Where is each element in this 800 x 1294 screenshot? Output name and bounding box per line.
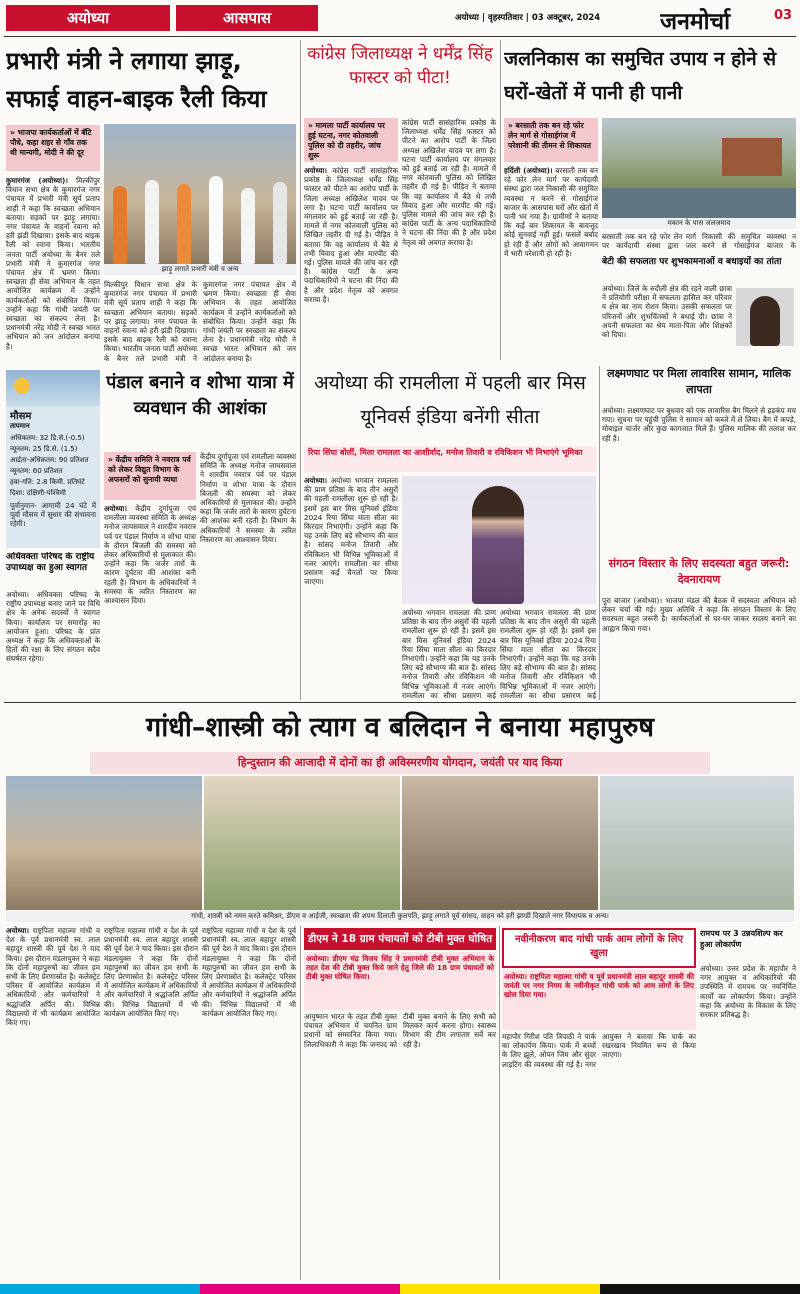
story9-body-continued: राष्ट्रपिता महात्मा गांधी व देश के पूर्व प्रधानमंत्री स्व. लाल बहादुर शास्त्री की पूर्व देश ने याद किया। इस दौरान मंडलायुक्त ने कहा कि दोनों महापुरुषों का जीवन हम सभी के लिए प्रेरणास्रोत है। कलेक्ट्रेट परिसर में आयोजित कार्यक्रम में अधिकारियों और कर्मचारियों ने श्रद्धांजलि अर्पित की। विभिन्न विद्यालयों में भी कार्यक्रम आयोजित किए गए।	[104, 926, 198, 1018]
story10-body-text: आयुष्मान भारत के तहत टीबी मुक्त पंचायत अभियान में चयनित ग्राम प्रधानों को सम्मानित किया गया। जिलाधिकारी ने कहा कि जनपद को टीबी मुक्त बनाने के लिए सभी को मिलकर कार्य करना होगा। स्वास्थ्य विभाग की टीम लगातार सर्वे कर रही है।	[304, 1012, 496, 1049]
story3-kicker: » केंद्रीय समिति ने नवरात्र पर्व को लेकर विद्युत विभाग के अफसरों को सुनायी व्यथा	[104, 452, 196, 500]
header-rule	[4, 36, 796, 37]
story9-dateline: अयोध्या।	[6, 926, 29, 935]
section-rule	[4, 702, 796, 703]
story9-headline: गांधी–शास्त्री को त्याग व बलिदान ने बनाया महापुरुष	[146, 712, 654, 743]
collage-photo	[600, 776, 794, 910]
story2-body: कांग्रेस पार्टी सासंहारिक प्रकोष्ठ के जिलाध्यक्ष धर्मेंद्र सिंह फास्टर को पीटने का आरोप पार्टी के जिला अध्यक्ष अखिलेश यादव पर लगा है। घटना पार्टी कार्यालय पर मंगलवार को हुई बताई जा रही है। मामले में नगर कोतवाली पुलिस को लिखित तहरीर दी गई है। पीड़ित ने बताया कि वह कार्यालय में बैठे थे तभी विवाद हुआ और मारपीट की गई। पुलिस मामले की जांच कर रही है। कांग्रेस पार्टी के अन्य पदाधिकारियों ने घटना की निंदा की है और प्रदेश नेतृत्व को अवगत कराया है।	[304, 166, 398, 304]
page-header	[0, 0, 800, 34]
story2-dateline: अयोध्या।	[304, 166, 327, 175]
story6-headline: लक्ष्मणघाट पर मिला लावारिस सामान, मालिक लापता	[607, 367, 791, 396]
registration-bar	[0, 1284, 800, 1294]
story7-headline: संगठन विस्तार के लिए सदस्यता बहुत जरूरी: देवनारायण	[608, 557, 790, 586]
story4-photo	[602, 118, 796, 218]
story3-headline: पंडाल बनाने व शोभा यात्रा में व्यवधान की आशंका	[106, 372, 294, 419]
story1-body-continued: मिल्कीपुर विधान सभा क्षेत्र के कुमारगंज नगर पंचायत में प्रभारी मंत्री सूर्य प्रताप शाही ने कहा कि स्वच्छता अभियान बताया। सड़कों पर झाड़ू लगाया। नगर पंचायत के वाहनों रवाना को हरी झंडी दिखाया। इसके बाद बाइक रैली को रवाना किया। भारतीय जनता पार्टी अयोध्या के बैनर तले प्रभारी मंत्री ने कुमारगंज नगर पंचायत क्षेत्र में भ्रमण किया। स्वच्छता ही सेवा अभियान के तहत आयोजित कार्यक्रम में उन्होंने कार्यकर्ताओं को संबोधित किया। उन्होंने कहा कि गांधी जयंती पर स्वच्छता का संकल्प लेना है। प्रधानमंत्री नरेंद्र मोदी ने स्वच्छ भारत अभियान को जन आंदोलन बनाया है।	[104, 280, 296, 363]
story1-kicker: » भाजपा कार्यकर्ताओं में बॅटि पौधे, कहा शहर से गाँव तक थी मान्यगी, मोदी ने की दूर	[6, 125, 100, 171]
person-figure	[209, 176, 223, 264]
story9-subhead: हिन्दुस्तान की आजादी में दोनों का ही अविस्मरणीय योगदान, जयंती पर याद किया	[90, 752, 710, 774]
story9-photo-collage	[6, 776, 794, 910]
person-figure	[177, 184, 191, 264]
story2-body-col2	[402, 118, 496, 361]
story9-body-continued: राष्ट्रपिता महात्मा गांधी व देश के पूर्व प्रधानमंत्री स्व. लाल बहादुर शास्त्री की पूर्व देश ने याद किया। इस दौरान मंडलायुक्त ने कहा कि दोनों महापुरुषों का जीवन हम सभी के लिए प्रेरणास्रोत है। कलेक्ट्रेट परिसर में आयोजित कार्यक्रम में अधिकारियों और कर्मचारियों ने श्रद्धांजलि अर्पित की। विभिन्न विद्यालयों में भी कार्यक्रम आयोजित किए गए।	[202, 926, 296, 1018]
story2-body-col1	[304, 166, 398, 361]
story8-body-col1	[304, 476, 398, 700]
story8-body-col2	[402, 608, 496, 700]
color-swatch	[400, 1284, 600, 1294]
story8-body-col3	[500, 608, 596, 700]
story4-body: बरसाती तक बन रहे फोर लेन मार्ग पर कार्यदायी संस्था द्वारा जल निकासी की समुचित व्यवस्था न करने से गोसाईगंज बाजार के आसपास घरों और खेतों में पानी भर गया है। ग्रामीणों ने बताया कि कई बार शिकायत के बावजूद कोई सुनवाई नहीं हुई। फसलें बर्बाद हो रही हैं और लोगों को आवागमन में भारी परेशानी हो रही है।	[504, 166, 598, 258]
story4-dateline: हर्दिली (अयोध्या)।	[504, 166, 553, 175]
color-swatch	[200, 1284, 400, 1294]
water-shape	[602, 188, 796, 218]
page-number: 03	[774, 8, 793, 23]
story3-body-continued: केंद्रीय दुर्गापूजा एवं रामलीला व्यवस्था समिति के अध्यक्ष मनोज जायसवाल ने शारदीय नवरात्र पर्व पर पंडाल निर्माण व शोभा यात्रा के दौरान बिजली की समस्या को लेकर अधिकारियों से मुलाकात की। उन्होंने कहा कि जर्जर तारों के कारण दुर्घटना की आशंका बनी रहती है। विभाग के अधिकारियों ने समस्या के त्वरित निस्तारण का आश्वासन दिया।	[200, 452, 296, 544]
small-story-headline: अधिवक्ता परिषद के राष्ट्रीय उपाध्यक्ष का हुआ स्वागत	[6, 552, 95, 573]
person-figure	[241, 188, 255, 264]
person-figure	[113, 186, 127, 264]
story8-body-continued: अयोध्या भगवान रामलला की प्राण प्रतिष्ठा के बाद तीन असुरों की पहली रामलीला शुरू हो रही है। इसमें इस बार मिस यूनिवर्स इंडिया 2024 रिया सिंघा माता सीता का किरदार निभाएंगी। उन्होंने कहा कि यह उनके लिए बड़े सौभाग्य की बात है। सांसद मनोज तिवारी और रविकिशन भी विभिन्न भूमिकाओं में नजर आएंगे। रामलीला का सीधा प्रसारण कई	[500, 608, 596, 700]
story4-caption: मकान के पास जलजमाव	[602, 218, 796, 229]
header-dateline: अयोध्या | वृहस्पतिवार | 03 अक्टूबर, 2024	[455, 13, 601, 23]
story9-caption: गांधी, शास्त्री को नमन करते कमिश्नर, डीएम व आईजी, स्वच्छता की शपथ दिलाती कुलपति, झाड़ू लगाते पूर्व सांसद, वाहन को हरी झण्डी दिखाते नगर विधायक व अन्य।	[6, 911, 794, 922]
story3-body-col2	[200, 452, 296, 700]
story10-intro: अयोध्या। डीएम चंद्र विजय सिंह ने प्रधानमंत्री टीबी मुक्त अभियान के तहत देश की टीबी मुक्त किये जाने हेतु जिले की 18 ग्राम पंचायतों को टीबी मुक्त घोषित किया।	[304, 952, 496, 1010]
weather-line: अधिकतम: 32 डि.से.(-0.5)	[10, 434, 85, 442]
color-swatch	[0, 1284, 200, 1294]
story9-body-col2	[104, 926, 198, 1280]
story1-headline: प्रभारी मंत्री ने लगाया झाड़ू, सफाई वाहन-बाइक रैली किया	[6, 47, 267, 113]
story3-dateline: अयोध्या।	[104, 504, 127, 513]
weather-icon	[6, 370, 100, 406]
story2-headline: कांग्रेस जिलाध्यक्ष ने धर्मेंद्र सिंह फास्टर को पीटा!	[307, 44, 493, 88]
section-tab[interactable]: अयोध्या	[6, 5, 170, 31]
color-swatch	[600, 1284, 800, 1294]
story9-body: राष्ट्रपिता महात्मा गांधी व देश के पूर्व प्रधानमंत्री स्व. लाल बहादुर शास्त्री की पूर्व देश ने याद किया। इस दौरान मंडलायुक्त ने कहा कि दोनों महापुरुषों का जीवन हम सभी के लिए प्रेरणास्रोत है। कलेक्ट्रेट परिसर में आयोजित कार्यक्रम में अधिकारियों और कर्मचारियों ने श्रद्धांजलि अर्पित की। विभिन्न विद्यालयों में भी कार्यक्रम आयोजित किए गए।	[6, 926, 100, 1028]
story3-body-col1	[104, 504, 196, 700]
collage-photo	[402, 776, 598, 910]
weather-line: न्यूनतम: 60 प्रतिशत	[10, 467, 63, 475]
story1-dateline: कुमारगंज (अयोध्या)।	[6, 176, 68, 185]
collage-photo	[204, 776, 400, 910]
column-rule	[500, 40, 501, 360]
column-rule	[499, 926, 500, 1280]
story10-body	[304, 1012, 496, 1280]
story8-kicker: रिया सिंघा बोलीं, मिला रामलला का आशीर्वाद, मनोज तिवारी व रविकिशन भी निभाएंगे भूमिका	[304, 446, 596, 472]
story9-body-col3	[202, 926, 296, 1280]
weather-note: पूर्वानुमान- आगामी 24 घंटे में पूर्वा मौसम में सुधार की संभावना रहेगी।	[10, 501, 96, 529]
story1-photo	[104, 124, 296, 264]
sun-icon	[14, 378, 30, 394]
story1-body-col2	[104, 280, 296, 364]
story4-body-continued: बरसाती तक बन रहे फोर लेन मार्ग पर कार्यदायी संस्था द्वारा जल निकासी की समुचित व्यवस्था न करने से गोसाईगंज बाजार के	[602, 232, 796, 251]
story3-body: केंद्रीय दुर्गापूजा एवं रामलीला व्यवस्था समिति के अध्यक्ष मनोज जायसवाल ने शारदीय नवरात्र पर्व पर पंडाल निर्माण व शोभा यात्रा के दौरान बिजली की समस्या को लेकर अधिकारियों से मुलाकात की। उन्होंने कहा कि जर्जर तारों के कारण दुर्घटना की आशंका बनी रहती है। विभाग के अधिकारियों ने समस्या के त्वरित निस्तारण का आश्वासन दिया।	[104, 504, 196, 606]
story5-photo-portrait	[736, 288, 794, 346]
story8-dateline: अयोध्या।	[304, 476, 327, 485]
section-tab-secondary[interactable]: आसपास	[176, 5, 318, 31]
story10-headline: डीएम ने 18 ग्राम पंचायतों को टीबी मुक्त घोषित	[304, 928, 496, 950]
story1-body-col1	[6, 176, 100, 364]
person-figure	[273, 182, 287, 264]
story2-kicker: » मामला पार्टी कार्यालय पर हुई घटना, नगर कोतवाली पुलिस को दी तहरीर, जांच शुरू	[304, 118, 398, 162]
story1-caption: झाड़ू लगाते प्रभारी मंत्री व अन्य	[104, 264, 296, 275]
story11-headline: नवीनीकरण बाद गांधी पार्क आम लोगों के लिए खुला	[502, 928, 696, 968]
story9-body-col1	[6, 926, 100, 1280]
story2-body-continued: कांग्रेस पार्टी सासंहारिक प्रकोष्ठ के जिलाध्यक्ष धर्मेंद्र सिंह फास्टर को पीटने का आरोप पार्टी के जिला अध्यक्ष अखिलेश यादव पर लगा है। घटना पार्टी कार्यालय पर मंगलवार को हुई बताई जा रही है। मामले में नगर कोतवाली पुलिस को लिखित तहरीर दी गई है। पीड़ित ने बताया कि वह कार्यालय में बैठे थे तभी विवाद हुआ और मारपीट की गई। पुलिस मामले की जांच कर रही है। कांग्रेस पार्टी के अन्य पदाधिकारियों ने घटना की निंदा की है और प्रदेश नेतृत्व को अवगत कराया है।	[402, 118, 496, 247]
weather-line: न्यूनतम: 25 डि.से. (1.5)	[10, 445, 78, 453]
story11-body-text: महापौर गिरीश पति त्रिपाठी ने पार्क का लोकार्पण किया। पार्क में बच्चों के लिए झूले, ओपन जिम और सुंदर लाइटिंग की व्यवस्था की गई है। नगर आयुक्त ने बताया कि पार्क का रखरखाव नियमित रूप से किया जाएगा।	[502, 1032, 696, 1069]
story12-headline: रामपथ पर 3 उन्नयशिल्प कर हुआ लोकार्पण	[700, 929, 783, 949]
weather-box	[6, 370, 100, 548]
story6-body: अयोध्या। लक्ष्मणघाट पर बुधवार को एक लावारिस बैग मिलने से हड़कंप मच गया। सूचना पर पहुंची पुलिस ने सामान को कब्जे में ले लिया। बैग में कपड़े, मोबाइल चार्जर और कुछ कागजात मिले हैं। पुलिस मालिक की तलाश कर रही है।	[602, 406, 796, 443]
collage-photo	[6, 776, 202, 910]
story5-body: अयोध्या। जिले के रुदौली क्षेत्र की रहने वाली छात्रा ने प्रतियोगी परीक्षा में सफलता हासिल कर परिवार व क्षेत्र का नाम रोशन किया। उसकी सफलता पर परिजनों और शुभचिंतकों ने बधाई दी। छात्रा ने अपनी सफलता का श्रेय माता-पिता और शिक्षकों को दिया।	[602, 284, 732, 340]
small-story-body: अयोध्या। अधिवक्ता परिषद के राष्ट्रीय उपाध्यक्ष बनाए जाने पर विधि क्षेत्र के अनेक सदस्यों ने स्वागत किया। कार्यालय पर समारोह का आयोजन हुआ। परिषद के प्रांत अध्यक्ष ने कहा कि अधिवक्ताओं के हितों की रक्षा के लिए संगठन सदैव संघर्षरत रहेगा।	[6, 590, 100, 664]
story5-headline: बेटी की सफलता पर शुभकामनाओं व बधाइयों का तांता	[602, 257, 782, 267]
column-rule	[300, 40, 301, 700]
story7-body: पूरा बाजार (अयोध्या)। भाजपा मंडल की बैठक में सदस्यता अभियान को लेकर चर्चा की गई। मुख्य अतिथि ने कहा कि संगठन विस्तार के लिए सदस्यता बहुत जरूरी है। कार्यकर्ताओं से घर-घर जाकर सदस्य बनाने का आह्वान किया गया।	[602, 596, 796, 633]
story4-kicker: » बरसाती तक बन रहे फोर लेन मार्ग से गोसाईगंज में परेशानी की तीमन से शिकायत	[504, 118, 598, 162]
weather-subtitle: तापमान	[10, 422, 30, 430]
column-rule	[300, 926, 301, 1280]
story1-body: मिल्कीपुर विधान सभा क्षेत्र के कुमारगंज नगर पंचायत में प्रभारी मंत्री सूर्य प्रताप शाही ने कहा कि स्वच्छता अभियान बताया। सड़कों पर झाड़ू लगाया। नगर पंचायत के वाहनों रवाना को हरी झंडी दिखाया। इसके बाद बाइक रैली को रवाना किया। भारतीय जनता पार्टी अयोध्या के बैनर तले प्रभारी मंत्री ने कुमारगंज नगर पंचायत क्षेत्र में भ्रमण किया। स्वच्छता ही सेवा अभियान के तहत आयोजित कार्यक्रम में उन्होंने कार्यकर्ताओं को संबोधित किया। उन्होंने कहा कि गांधी जयंती पर स्वच्छता का संकल्प लेना है। प्रधानमंत्री नरेंद्र मोदी ने स्वच्छ भारत अभियान को जन आंदोलन बनाया है।	[6, 176, 100, 351]
story12-body: अयोध्या। उत्तर प्रदेश के महापौर ने नगर आयुक्त व अधिकारियों की उपस्थिति में रामपथ पर नवनिर्मित कार्यों का लोकार्पण किया। उन्होंने कहा कि अयोध्या के विकास के लिए सरकार प्रतिबद्ध है।	[700, 964, 796, 1020]
house-shape	[722, 138, 782, 176]
story8-body: अयोध्या भगवान रामलला की प्राण प्रतिष्ठा के बाद तीन असुरों की पहली रामलीला शुरू हो रही है। इसमें इस बार मिस यूनिवर्स इंडिया 2024 रिया सिंघा माता सीता का किरदार निभाएंगी। उन्होंने कहा कि यह उनके लिए बड़े सौभाग्य की बात है। सांसद मनोज तिवारी और रविकिशन भी विभिन्न भूमिकाओं में नजर आएंगे। रामलीला का सीधा प्रसारण कई चैनलों पर किया जाएगा।	[304, 476, 398, 587]
story8-photo	[402, 476, 596, 604]
story11-body	[502, 1032, 696, 1280]
story1-photo-people	[104, 164, 296, 264]
weather-title: मौसम	[10, 411, 32, 422]
weather-line: दिशा: दक्षिणी-पश्चिमी	[10, 489, 66, 497]
story11-intro: अयोध्या। राष्ट्रपिता महात्मा गांधी व पूर्व प्रधानमंत्री लाल बहादुर शास्त्री की जयंती पर नगर निगम के नवीनीकृत गांधी पार्क को आम लोगों के लिए खोल दिया गया।	[502, 970, 696, 1030]
column-rule	[599, 366, 600, 700]
story4-body-col2	[602, 232, 796, 254]
person-figure	[145, 180, 159, 264]
story8-headline: अयोध्या की रामलीला में पहली बार मिस यूनिवर्स इंडिया बनेंगी सीता	[314, 372, 586, 428]
story4-body-col1	[504, 166, 598, 361]
story8-body-continued: अयोध्या भगवान रामलला की प्राण प्रतिष्ठा के बाद तीन असुरों की पहली रामलीला शुरू हो रही है। इसमें इस बार मिस यूनिवर्स इंडिया 2024 रिया सिंघा माता सीता का किरदार निभाएंगी। उन्होंने कहा कि यह उनके लिए बड़े सौभाग्य की बात है। सांसद मनोज तिवारी और रविकिशन भी विभिन्न भूमिकाओं में नजर आएंगे। रामलीला का सीधा प्रसारण कई	[402, 608, 496, 700]
person-portrait	[472, 486, 524, 604]
story4-headline: जलनिकास का समुचित उपाय न होने से घरों-खेतों में पानी ही पानी	[504, 48, 777, 104]
avatar	[750, 296, 780, 346]
weather-line: आर्द्रता-अधिकतम: 90 प्रतिशत	[10, 456, 89, 464]
weather-line: हवा-गति: 2.8 किमी. प्रतिघंटे	[10, 478, 85, 486]
masthead: जनमोर्चा	[660, 8, 731, 34]
